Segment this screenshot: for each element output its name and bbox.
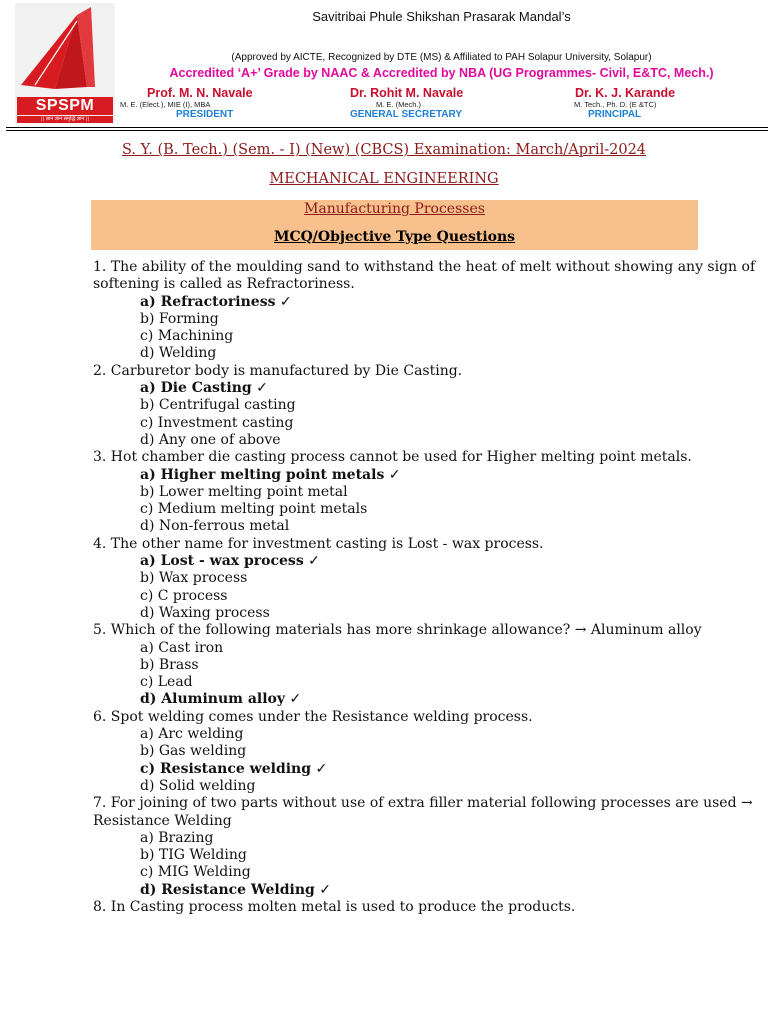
answer-option <box>93 830 763 847</box>
correct-option <box>93 761 763 778</box>
subject-banner <box>91 200 698 250</box>
answer-option <box>93 484 763 501</box>
section-heading: MCQ/Objective Type Questions <box>273 229 516 245</box>
answer-option <box>93 518 763 535</box>
option-label: a) Die Casting <box>140 380 252 397</box>
question-list <box>93 259 763 916</box>
option-label: c) Resistance welding <box>140 760 312 777</box>
option-label: a) Brazing <box>140 829 214 846</box>
option-label: d) Any one of above <box>140 431 281 448</box>
president-block <box>120 86 253 120</box>
check-mark-icon: ✓ <box>251 380 268 397</box>
logo-text: SPSPM <box>17 97 113 115</box>
option-label: d) Resistance Welding <box>140 881 315 898</box>
option-label: b) Gas welding <box>140 743 247 760</box>
question-text: 4. The other name for investment casting is Lost - wax process. <box>93 535 544 552</box>
department-title: MECHANICAL ENGINEERING <box>269 171 499 187</box>
question-text: 3. Hot chamber die casting process cannot be used for Higher melting point metals. <box>93 449 692 466</box>
subject-title: Manufacturing Processes <box>304 201 485 217</box>
option-label: b) Forming <box>140 310 219 327</box>
answer-option <box>93 674 763 691</box>
person-qualification: M. Tech., Ph. D. (E &TC) <box>574 100 657 109</box>
header-divider <box>6 127 768 128</box>
option-label: c) Machining <box>140 328 234 345</box>
person-name: Prof. M. N. Navale <box>147 86 253 100</box>
answer-option <box>93 778 763 795</box>
answer-option <box>93 328 763 345</box>
option-label: d) Welding <box>140 345 217 362</box>
answer-option <box>93 864 763 881</box>
correct-option <box>93 294 763 311</box>
answer-option <box>93 415 763 432</box>
check-mark-icon: ✓ <box>384 466 401 483</box>
answer-option <box>93 570 763 587</box>
correct-option <box>93 691 763 708</box>
option-label: a) Higher melting point metals <box>140 466 385 483</box>
question-text: 6. Spot welding comes under the Resistance welding process. <box>93 708 533 725</box>
answer-option <box>93 743 763 760</box>
check-mark-icon: ✓ <box>311 760 328 777</box>
answer-option <box>93 605 763 622</box>
answer-option <box>93 588 763 605</box>
person-role: GENERAL SECRETARY <box>350 109 463 120</box>
option-label: a) Arc welding <box>140 726 244 743</box>
check-mark-icon: ✓ <box>303 553 320 570</box>
person-name: Dr. Rohit M. Navale <box>350 86 464 100</box>
header-divider <box>6 130 768 131</box>
option-label: a) Cast iron <box>140 639 224 656</box>
option-label: b) Wax process <box>140 570 248 587</box>
question-text: 8. In Casting process molten metal is used to produce the products. <box>93 898 576 915</box>
red-sail-emblem <box>15 3 115 97</box>
organization-name: Savitribai Phule Shikshan Prasarak Mandal’s <box>312 9 571 24</box>
option-label: b) Brass <box>140 656 199 673</box>
answer-option <box>93 640 763 657</box>
principal-block <box>575 86 675 120</box>
correct-option <box>93 882 763 899</box>
question-text: 7. For joining of two parts without use of extra filler material following processes are used → Resistance Welding <box>93 795 753 829</box>
option-label: b) Centrifugal casting <box>140 397 296 414</box>
logo-tagline: || ज्ञान ज्ञान समृद्धि ज्ञान || <box>17 116 113 123</box>
option-label: d) Non-ferrous metal <box>140 518 290 535</box>
option-label: d) Aluminum alloy <box>140 691 286 708</box>
option-label: d) Waxing process <box>140 604 270 621</box>
general-secretary-block <box>350 86 463 120</box>
option-label: c) C process <box>140 587 228 604</box>
answer-option <box>93 726 763 743</box>
exam-title: S. Y. (B. Tech.) (Sem. - I) (New) (CBCS) Examination: March/April-2024 <box>121 142 647 158</box>
option-label: b) Lower melting point metal <box>140 483 348 500</box>
accreditation-line: Accredited ‘A+’ Grade by NAAC & Accredited by NBA (UG Programmes- Civil, E&TC, Mech.) <box>169 66 714 80</box>
institute-logo <box>15 3 115 123</box>
option-label: d) Solid welding <box>140 777 256 794</box>
approval-line: (Approved by AICTE, Recognized by DTE (MS) & Affiliated to PAH Solapur University, Solapur) <box>231 52 652 63</box>
option-label: c) Medium melting point metals <box>140 501 368 518</box>
answer-option <box>93 432 763 449</box>
option-label: c) Investment casting <box>140 414 294 431</box>
correct-option <box>93 553 763 570</box>
answer-option <box>93 397 763 414</box>
option-label: c) MIG Welding <box>140 864 251 881</box>
option-label: a) Lost - wax process <box>140 553 304 570</box>
correct-option <box>93 467 763 484</box>
person-qualification: M. E. (Mech.) <box>376 100 422 109</box>
answer-option <box>93 847 763 864</box>
option-label: a) Refractoriness <box>140 293 276 310</box>
option-label: c) Lead <box>140 674 193 691</box>
check-mark-icon: ✓ <box>314 881 332 898</box>
correct-option <box>93 380 763 397</box>
option-label: b) TIG Welding <box>140 847 247 864</box>
question-text: 2. Carburetor body is manufactured by Die Casting. <box>93 362 463 379</box>
person-role: PRESIDENT <box>176 109 234 120</box>
answer-option <box>93 345 763 362</box>
check-mark-icon: ✓ <box>285 691 302 708</box>
check-mark-icon: ✓ <box>275 293 292 310</box>
person-qualification: M. E. (Elect.), MIE (I), MBA <box>120 100 211 109</box>
answer-option <box>93 501 763 518</box>
answer-option <box>93 311 763 328</box>
person-name: Dr. K. J. Karande <box>575 86 676 100</box>
question-text: 1. The ability of the moulding sand to withstand the heat of melt without showing any sign of softening is called as Refractoriness. <box>93 259 756 293</box>
person-role: PRINCIPAL <box>588 109 642 120</box>
question-text: 5. Which of the following materials has more shrinkage allowance? → Aluminum alloy <box>93 622 702 639</box>
answer-option <box>93 657 763 674</box>
